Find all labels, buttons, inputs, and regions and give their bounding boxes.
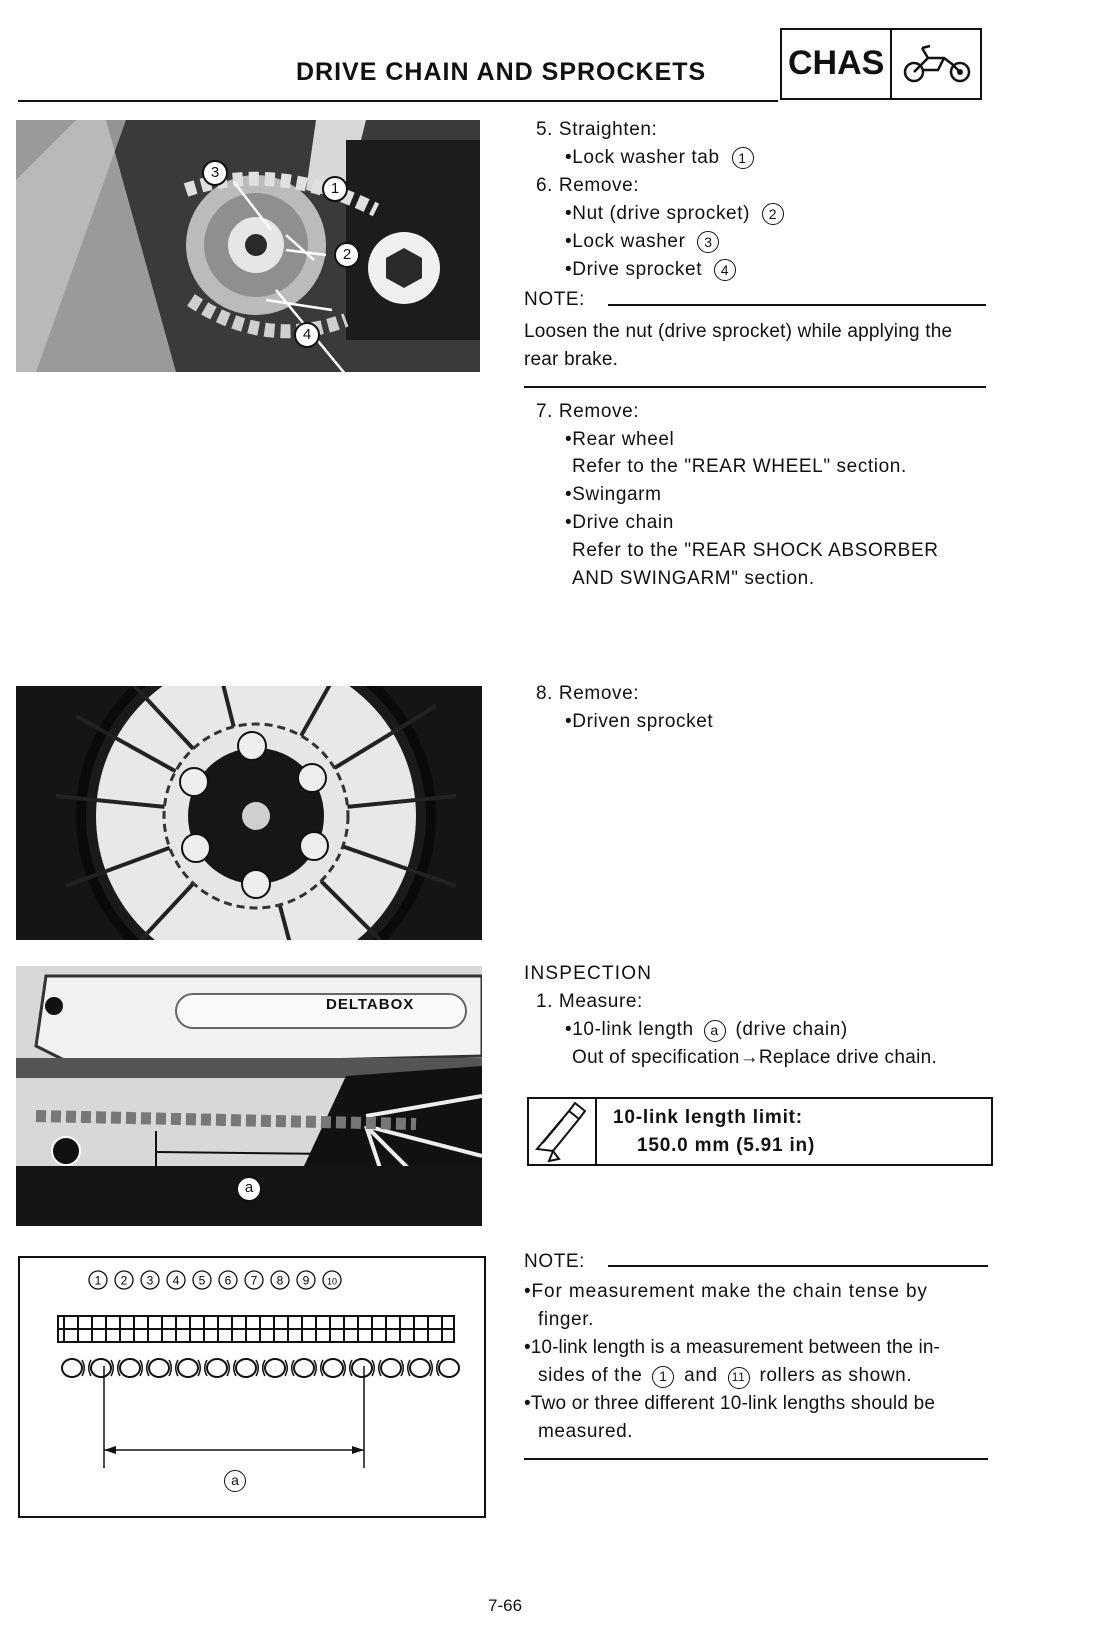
chain-diagram-svg (20, 1258, 484, 1516)
callout-3-inline: 3 (697, 231, 719, 253)
chain-link-plate (256, 1360, 265, 1376)
step8-line: 8. Remove: (536, 683, 640, 704)
step5-item1 (565, 144, 754, 172)
chain-roller (91, 1359, 111, 1377)
spec-box (527, 1097, 993, 1166)
step6-line: 6. Remove: (536, 175, 640, 196)
chain-link-plate (343, 1360, 352, 1376)
note1-label: NOTE: (524, 289, 586, 310)
callout-4-inline: 4 (714, 259, 736, 281)
callout-1-note: 1 (652, 1366, 674, 1388)
link-number: 5 (198, 1273, 206, 1288)
step5-line: 5. Straighten: (536, 119, 658, 140)
chain-link-plate (372, 1360, 381, 1376)
chain-link-plate (82, 1360, 91, 1376)
chain-roller (207, 1359, 227, 1377)
note2-label: NOTE: (524, 1251, 586, 1272)
note1-bottom-rule (524, 386, 986, 388)
note1-line2: rear brake. (524, 349, 619, 370)
callout-1-inline: 1 (732, 147, 754, 169)
page-title: DRIVE CHAIN AND SPROCKETS (296, 58, 707, 86)
link-number: 8 (276, 1273, 284, 1288)
step6-item1 (565, 200, 784, 228)
chain-roller (381, 1359, 401, 1377)
chain-link-plate (198, 1360, 207, 1376)
step7-line: 7. Remove: (536, 401, 640, 422)
inspection-line1: 1. Measure: (536, 991, 643, 1012)
callout-4: 4 (294, 322, 320, 348)
note1-top-rule (608, 304, 986, 306)
callout-2-inline: 2 (762, 203, 784, 225)
deltabox-label: DELTABOX (326, 996, 415, 1013)
note2-top-rule (608, 1265, 988, 1267)
chain-link-plate (430, 1360, 439, 1376)
chain-roller (178, 1359, 198, 1377)
link-number: 9 (302, 1273, 310, 1288)
link-number: 6 (224, 1273, 232, 1288)
caliper-icon (529, 1099, 597, 1164)
link-number: 3 (146, 1273, 154, 1288)
chain-roller (62, 1359, 82, 1377)
callout-a-photo: a (236, 1176, 262, 1202)
note2-b2b-post: rollers as shown. (759, 1365, 913, 1386)
step7-item2: •Swingarm (565, 484, 662, 505)
photo-drive-sprocket (16, 120, 480, 372)
callout-2: 2 (334, 242, 360, 268)
chain-roller (294, 1359, 314, 1377)
note2-b2b-pre: sides of the (538, 1365, 643, 1386)
chain-link-plate (285, 1360, 294, 1376)
note2-b2b-mid: and (684, 1365, 718, 1386)
note2-b1a: •For measurement make the chain tense by (524, 1281, 928, 1302)
chain-link-plate (140, 1360, 149, 1376)
step6-item3-text: •Drive sprocket (565, 259, 703, 280)
link-number: 1 (94, 1273, 102, 1288)
chain-diagram (18, 1256, 486, 1518)
callout-a-diagram: a (224, 1470, 246, 1492)
note2-b3a: •Two or three different 10-link lengths should be (524, 1393, 936, 1414)
note2-b3b: measured. (538, 1421, 634, 1442)
note2-b2a: •10-link length is a measurement between the in- (524, 1337, 940, 1358)
note2-bottom-rule (524, 1458, 988, 1460)
motorcycle-icon (898, 40, 978, 86)
section-tag: CHAS (788, 44, 885, 82)
link-number: 10 (326, 1276, 338, 1287)
chain-roller (352, 1359, 372, 1377)
chain-roller (439, 1359, 459, 1377)
chain-roller (149, 1359, 169, 1377)
chain-roller (265, 1359, 285, 1377)
step7-item1: •Rear wheel (565, 429, 675, 450)
chain-link-plate (169, 1360, 178, 1376)
chain-roller (120, 1359, 140, 1377)
step6-item2-text: •Lock washer (565, 231, 686, 252)
step7-ref2b: AND SWINGARM" section. (572, 568, 815, 589)
spec-value: 150.0 mm (5.91 in) (637, 1135, 816, 1156)
page-number: 7-66 (488, 1596, 523, 1615)
callout-a-inline: a (704, 1020, 726, 1042)
chain-roller (236, 1359, 256, 1377)
inspection-item1b: (drive chain) (735, 1019, 848, 1040)
chain-roller (323, 1359, 343, 1377)
step6-item2 (565, 228, 719, 256)
callout-1: 1 (322, 176, 348, 202)
step8-item1: •Driven sprocket (565, 711, 714, 732)
chain-roller (410, 1359, 430, 1377)
inspection-item1a: •10-link length (565, 1019, 694, 1040)
callout-11-note: 11 (728, 1367, 750, 1389)
link-number: 4 (172, 1273, 180, 1288)
link-number: 7 (250, 1273, 258, 1288)
step6-item1-text: •Nut (drive sprocket) (565, 203, 751, 224)
chain-link-plate (227, 1360, 236, 1376)
inspection-item1 (565, 1016, 848, 1044)
photo-driven-sprocket (16, 686, 482, 940)
step5-item1-text: •Lock washer tab (565, 147, 720, 168)
callout-3: 3 (202, 160, 228, 186)
chain-link-plate (401, 1360, 410, 1376)
inspection-oos: Out of specification→Replace drive chain. (572, 1047, 938, 1068)
link-number: 2 (120, 1273, 128, 1288)
step7-ref1: Refer to the "REAR WHEEL" section. (572, 456, 907, 477)
section-tag-divider (890, 30, 892, 98)
chain-link-plate (111, 1360, 120, 1376)
note1-line1: Loosen the nut (drive sprocket) while applying the (524, 321, 953, 342)
header-rule (18, 100, 778, 102)
step6-item3 (565, 256, 736, 284)
step7-item3: •Drive chain (565, 512, 674, 533)
note2-b2b (538, 1362, 912, 1390)
section-tag-box (780, 28, 982, 100)
chain-link-plate (314, 1360, 323, 1376)
photo-chain-measure (16, 966, 482, 1226)
spec-label: 10-link length limit: (613, 1107, 803, 1128)
step7-ref2a: Refer to the "REAR SHOCK ABSORBER (572, 540, 939, 561)
inspection-heading: INSPECTION (524, 963, 653, 984)
note2-b1b: finger. (538, 1309, 594, 1330)
